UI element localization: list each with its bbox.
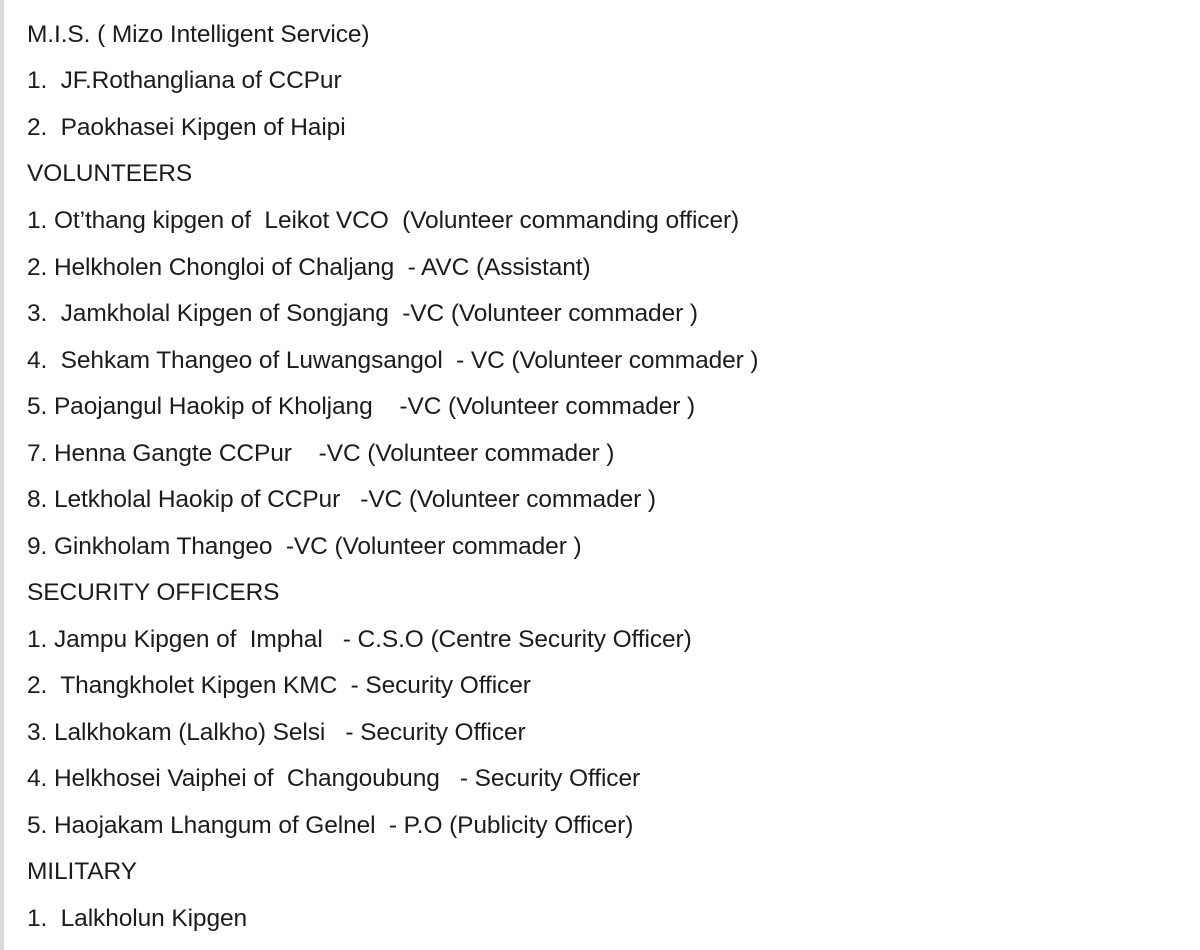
section-heading-mis: M.I.S. ( Mizo Intelligent Service) [27, 21, 370, 48]
section-heading-volunteers: VOLUNTEERS [27, 160, 193, 187]
list-item: 5. Haojakam Lhangum of Gelnel - P.O (Publicity Officer) [27, 812, 634, 839]
document-page [27, 0, 1187, 950]
list-item: 8. Letkholal Haokip of CCPur -VC (Volunteer commader ) [27, 486, 656, 513]
list-item: 1. JF.Rothangliana of CCPur [27, 67, 342, 94]
left-border [0, 0, 4, 950]
list-item: 3. Jamkholal Kipgen of Songjang -VC (Volunteer commader ) [27, 300, 698, 327]
list-item: 1. Lalkholun Kipgen [27, 905, 248, 932]
list-item: 2. Paokhasei Kipgen of Haipi [27, 114, 346, 141]
section-heading-military: MILITARY [27, 858, 137, 885]
list-item: 1. Jampu Kipgen of Imphal - C.S.O (Centre Security Officer) [27, 626, 692, 653]
list-item: 7. Henna Gangte CCPur -VC (Volunteer commader ) [27, 440, 615, 467]
list-item: 4. Sehkam Thangeo of Luwangsangol - VC (Volunteer commader ) [27, 347, 759, 374]
list-item: 9. Ginkholam Thangeo -VC (Volunteer commader ) [27, 533, 582, 560]
section-heading-security-officers: SECURITY OFFICERS [27, 579, 280, 606]
list-item: 2. Thangkholet Kipgen KMC - Security Officer [27, 672, 531, 699]
list-item: 4. Helkhosei Vaiphei of Changoubung - Security Officer [27, 765, 641, 792]
list-item: 2. Helkholen Chongloi of Chaljang - AVC (Assistant) [27, 254, 591, 281]
list-item: 3. Lalkhokam (Lalkho) Selsi - Security Officer [27, 719, 526, 746]
list-item: 5. Paojangul Haokip of Kholjang -VC (Volunteer commader ) [27, 393, 696, 420]
list-item: 1. Ot’thang kipgen of Leikot VCO (Volunteer commanding officer) [27, 207, 740, 234]
